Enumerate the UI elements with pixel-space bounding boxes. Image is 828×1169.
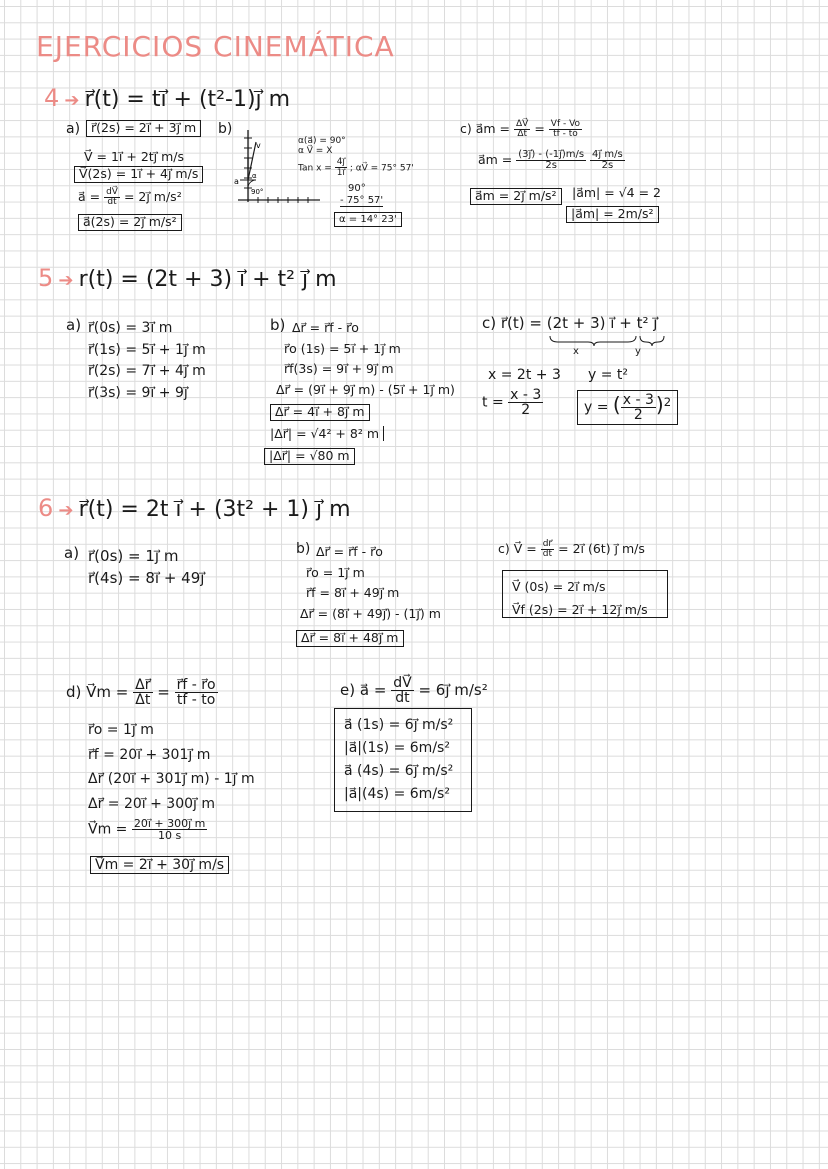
arrow-icon: ➔ xyxy=(64,90,80,111)
ex5-part-b-label: b) xyxy=(270,316,286,334)
page-title: EJERCICIOS CINEMÁTICA xyxy=(36,30,395,63)
denominator: dt xyxy=(395,690,410,706)
ex5-c-t xyxy=(482,388,543,417)
boxed-result: a⃗(2s) = 2j⃗ m/s² xyxy=(78,214,182,231)
fraction xyxy=(335,157,347,179)
ex4-b-sub1: 90° xyxy=(348,183,366,194)
ex4-a-boxed xyxy=(86,120,201,137)
graph-label-v: v xyxy=(256,141,261,150)
list-item: a⃗ (4s) = 6j⃗ m/s² xyxy=(344,763,454,780)
part-label: c) xyxy=(460,121,472,136)
exercise-equation: r(t) = (2t + 3) i⃗ + t² j⃗ m xyxy=(78,267,337,292)
list-item: r⃗(3s) = 9i⃗ + 9j⃗ xyxy=(88,385,188,402)
list-item: r⃗f = 20i⃗ + 301j⃗ m xyxy=(88,746,211,763)
boxed-result: a⃗m = 2j⃗ m/s² xyxy=(470,188,562,205)
denominator: Δt xyxy=(135,692,151,708)
denominator: 1i⃗ xyxy=(336,168,345,179)
numerator: dV⃗ xyxy=(393,675,412,691)
text: = 6j⃗ m/s² xyxy=(418,681,488,699)
underbrace-marks xyxy=(548,334,668,348)
list-item: Δr⃗ = r⃗f - r⃗o xyxy=(292,320,359,335)
ex5-a-list xyxy=(88,318,206,405)
ex4-c-line1 xyxy=(460,120,582,139)
boxed-result: |Δr⃗| = √80 m xyxy=(264,448,355,465)
numerator: r⃗f - r⃗o xyxy=(176,677,216,693)
numerator: ΔV⃗ xyxy=(516,119,529,129)
fraction xyxy=(541,540,554,559)
text: |Δr⃗| = √4² + 8² m xyxy=(270,426,384,441)
ex4-a-velocity-2s xyxy=(74,166,203,183)
ex6-a-list xyxy=(88,546,204,590)
numerator: Δr⃗ xyxy=(135,677,151,693)
ex4-a-velocity: V⃗ = 1i⃗ + 2tj⃗ m/s xyxy=(84,149,185,164)
ex5-b-box2 xyxy=(264,448,355,465)
numerator: Vf - Vo xyxy=(550,119,581,129)
text: = 2j⃗ m/s² xyxy=(123,189,182,204)
ex4-a-acceleration xyxy=(78,188,182,207)
list-item: r⃗(4s) = 8i⃗ + 49j⃗ xyxy=(88,568,205,587)
ex6-d-vm xyxy=(88,818,207,841)
part-label: c) xyxy=(498,541,510,556)
arrow-icon: ➔ xyxy=(58,500,74,521)
text: ; αV⃗ = 75° 57' xyxy=(349,163,414,174)
text: a⃗m = xyxy=(478,152,513,167)
numerator: 20i⃗ + 300j⃗ m xyxy=(133,817,206,830)
ex6-e-line1 xyxy=(340,676,488,705)
text: t = xyxy=(482,394,504,411)
boxed-result: α = 14° 23' xyxy=(334,212,402,227)
list-item: V⃗f (2s) = 2i⃗ + 12j⃗ m/s xyxy=(512,601,648,617)
angle-line: α(a⃗) = 90° xyxy=(298,136,346,146)
numerator: x - 3 xyxy=(622,392,654,408)
text: Tan x = xyxy=(298,163,332,174)
fraction xyxy=(133,678,152,707)
ex5-b-box1 xyxy=(270,404,370,421)
list-item: Δr⃗ = (9i⃗ + 9j⃗ m) - (5i⃗ + 1j⃗ m) xyxy=(276,381,455,397)
ex6-b-box xyxy=(296,630,404,647)
fraction xyxy=(132,818,208,841)
list-item: r⃗(1s) = 5i⃗ + 1j⃗ m xyxy=(88,341,206,358)
list-item: Δr⃗ (20i⃗ + 301j⃗ m) - 1j⃗ m xyxy=(88,771,255,787)
denominator: tf - to xyxy=(553,129,578,139)
list-item: Δr⃗ = r⃗f - r⃗o xyxy=(316,544,383,559)
exercise-number: 5 xyxy=(38,264,54,292)
denominator: 2 xyxy=(521,402,531,418)
ex6-c-results xyxy=(512,576,648,621)
ex6-b-list xyxy=(300,542,441,625)
ex4-c-mod1: |a⃗m| = √4 = 2 xyxy=(572,185,661,200)
ex6-part-a-label: a) xyxy=(64,544,80,562)
text: V⃗ = xyxy=(513,541,537,556)
part-label: c) xyxy=(482,314,497,332)
text: = xyxy=(534,121,545,136)
exercise-equation: r⃗(t) = 2t i⃗ + (3t² + 1) j⃗ m xyxy=(78,497,351,522)
denominator: dt xyxy=(542,549,553,559)
ex4-b-sub2: - 75° 57' xyxy=(340,195,384,206)
graph-label-alpha: α xyxy=(252,172,257,180)
list-item: V⃗ (0s) = 2i⃗ m/s xyxy=(512,579,606,594)
ex6-d-list xyxy=(88,718,255,816)
ex4-part-a-label: a) xyxy=(66,121,81,137)
ex5-c-yeq: y = t² xyxy=(588,367,629,383)
fraction xyxy=(104,188,120,207)
denominator: 2 xyxy=(633,407,643,423)
text: r⃗(t) = (2t + 3) i⃗ + t² j⃗ xyxy=(500,314,658,332)
list-item: |a⃗|(1s) = 6m/s² xyxy=(344,740,450,757)
boxed-result: Δr⃗ = 4i⃗ + 8j⃗ m xyxy=(270,404,370,421)
list-item: Δr⃗ = 20i⃗ + 300j⃗ m xyxy=(88,795,215,812)
fraction xyxy=(175,678,218,707)
ex5-part-a-label: a) xyxy=(66,316,82,334)
numerator: 4j⃗ m/s xyxy=(592,149,623,160)
ex4-a-acceleration-2s xyxy=(78,214,182,231)
ex4-c-mod2 xyxy=(566,206,659,223)
denominator: Δt xyxy=(517,129,528,139)
boxed-result: r⃗(2s) = 2i⃗ + 3j⃗ m xyxy=(86,120,201,137)
text: a⃗m = xyxy=(475,121,511,136)
fraction xyxy=(549,120,582,139)
numerator: dV⃗ xyxy=(106,187,118,197)
fraction xyxy=(590,150,625,171)
list-item: a⃗ (1s) = 6j⃗ m/s² xyxy=(344,717,454,733)
text: = 2i⃗ (6t) j⃗ m/s xyxy=(558,541,645,556)
ex5-c-line1 xyxy=(482,316,657,331)
ex6-d-line1 xyxy=(66,678,218,707)
text: y = xyxy=(584,399,609,416)
ex4-part-b-label: b) xyxy=(218,121,233,137)
ex5-b-list xyxy=(276,318,455,401)
ex6-c-line1 xyxy=(498,540,645,559)
list-item: r⃗(0s) = 3i⃗ m xyxy=(88,320,173,336)
list-item: r⃗(0s) = 1j⃗ m xyxy=(88,547,179,565)
list-item: r⃗o (1s) = 5i⃗ + 1j⃗ m xyxy=(284,340,401,356)
numerator: dr⃗ xyxy=(542,539,553,549)
list-item: r⃗f(3s) = 9i⃗ + 9j⃗ m xyxy=(284,361,394,377)
exercise-5-heading xyxy=(38,264,337,292)
numerator: x - 3 xyxy=(510,387,542,403)
ex4-b-result xyxy=(334,212,402,227)
part-label: e) xyxy=(340,681,356,699)
numerator: 4j⃗ xyxy=(336,156,345,167)
angle-line: α V⃗ = X xyxy=(298,146,333,157)
list-item: r⃗(2s) = 7i⃗ + 4j⃗ m xyxy=(88,363,206,380)
tan-line xyxy=(298,157,414,179)
fraction xyxy=(508,388,543,417)
exercise-equation: r⃗(t) = ti⃗ + (t²-1)j⃗ m xyxy=(84,87,291,112)
text: a⃗ = xyxy=(359,681,387,699)
boxed-result: V⃗(2s) = 1i⃗ + 4j⃗ m/s xyxy=(74,166,203,183)
fraction xyxy=(391,676,413,705)
denominator: 10 s xyxy=(158,829,182,842)
ex5-c-y-label: y xyxy=(635,346,641,357)
ex5-c-xeq: x = 2t + 3 xyxy=(488,367,561,383)
ex6-part-b-label: b) xyxy=(296,541,311,557)
list-item: |a⃗|(4s) = 6m/s² xyxy=(344,786,450,803)
ex6-e-results xyxy=(344,714,453,806)
denominator: dt xyxy=(107,197,117,207)
denominator: tf - to xyxy=(176,692,216,708)
exponent: 2 xyxy=(663,394,672,409)
fraction xyxy=(516,150,586,171)
denominator: 2s xyxy=(545,160,557,171)
ex5-c-boxed: y = ( $\frac{x - 3}{2}$ )$^2$ xyxy=(577,390,678,425)
list-item: r⃗o = 1j⃗ m xyxy=(306,564,365,580)
ex5-c-x-label: x xyxy=(573,346,579,357)
exercise-number: 6 xyxy=(38,494,54,522)
text: V⃗m = xyxy=(86,683,129,701)
numerator: (3j⃗) - (-1j⃗)m/s xyxy=(518,149,585,160)
exercise-6-heading xyxy=(38,494,351,522)
boxed-result: Δr⃗ = 8i⃗ + 48j⃗ m xyxy=(296,630,404,647)
text: V⃗m = xyxy=(88,821,128,838)
ex5-b-mod xyxy=(270,428,384,441)
ex4-c-line2 xyxy=(478,150,625,171)
list-item: Δr⃗ = (8i⃗ + 49j⃗) - (1j⃗) m xyxy=(300,605,441,621)
ex6-d-box xyxy=(90,856,229,874)
text: = xyxy=(157,683,170,701)
boxed-result: V⃗m = 2i⃗ + 30j⃗ m/s xyxy=(90,856,229,874)
exercise-number: 4 xyxy=(44,84,60,112)
list-item: r⃗o = 1j⃗ m xyxy=(88,722,154,738)
boxed-result: |a⃗m| = 2m/s² xyxy=(566,206,659,223)
denominator: 2s xyxy=(601,160,614,171)
ex4-b-angles xyxy=(298,136,414,178)
fraction xyxy=(621,393,656,422)
fraction xyxy=(514,120,530,139)
arrow-icon: ➔ xyxy=(58,270,74,291)
ex4-c-result xyxy=(470,188,562,205)
list-item: r⃗f = 8i⃗ + 49j⃗ m xyxy=(306,585,400,601)
exercise-4-heading xyxy=(44,84,290,112)
text: a⃗ = xyxy=(78,189,101,204)
graph-label-a: a xyxy=(234,177,239,186)
graph-label-90: 90° xyxy=(251,188,264,196)
part-label: d) xyxy=(66,683,82,701)
